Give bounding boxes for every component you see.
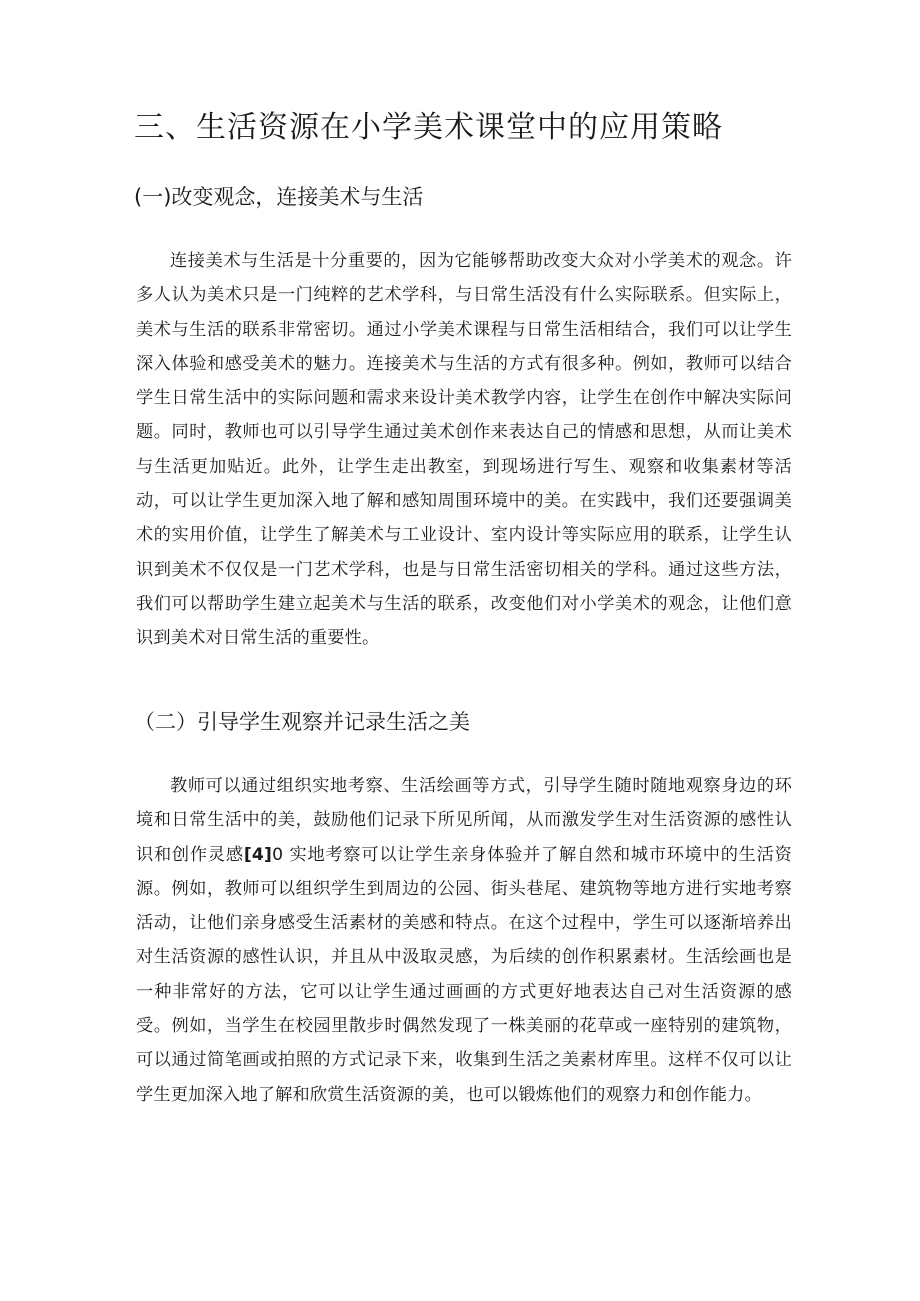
subsection-paragraph-1: 连接美术与生活是十分重要的，因为它能够帮助改变大众对小学美术的观念。许多人认为美术只是一门纯粹的艺术学科，与日常生活没有什么实际联系。但实际上，美术与生活的联系非常密切。通过小学美术课程与日常生活相结合，我们可以让学生深入体验和感受美术的魅力。连接美术与生活的方式有很多种。例如，教师可以结合学生日常生活中的实际问题和需求来设计美术教学内容，让学生在创作中解决实际问题。同时，教师也可以引导学生通过美术创作来表达自己的情感和思想，从而让美术与生活更加贴近。此外，让学生走出教室，到现场进行写生、观察和收集素材等活动，可以让学生更加深入地了解和感知周围环境中的美。在实践中，我们还要强调美术的实用价值，让学生了解美术与工业设计、室内设计等实际应用的联系，让学生认识到美术不仅仅是一门艺术学科，也是与日常生活密切相关的学科。通过这些方法，我们可以帮助学生建立起美术与生活的联系，改变他们对小学美术的观念，让他们意识到美术对日常生活的重要性。 (136, 251, 792, 649)
paragraph-2-text-before-ref: 教师可以通过组织实地考察、生活绘画等方式，引导学生随时随地观察身边的环境和日常生活中的美，鼓励他们记录下所见所闻，从而激发学生对生活资源的感性认识和创作灵感 (136, 776, 792, 865)
section-title: 三、生活资源在小学美术课堂中的应用策略 (134, 110, 723, 145)
subsection-paragraph-2 (136, 769, 792, 1112)
subsection-heading-1: (一)改变观念，连接美术与生活 (134, 185, 424, 209)
citation-reference: [4] (243, 844, 273, 865)
paragraph-2-text-after-ref: 0 实地考察可以让学生亲身体验并了解自然和城市环境中的生活资源。例如，教师可以组织学生到周边的公园、街头巷尾、建筑物等地方进行实地考察活动，让他们亲身感受生活素材的美感和特点。在这个过程中，学生可以逐渐培养出对生活资源的感性认识，并且从中汲取灵感，为后续的创作积累素材。生活绘画也是一种非常好的方法，它可以让学生通过画画的方式更好地表达自己对生活资源的感受。例如，当学生在校园里散步时偶然发现了一株美丽的花草或一座特别的建筑物，可以通过简笔画或拍照的方式记录下来，收集到生活之美素材库里。这样不仅可以让学生更加深入地了解和欣赏生活资源的美，也可以锻炼他们的观察力和创作能力。 (136, 844, 792, 1105)
subsection-heading-2: （二）引导学生观察并记录生活之美 (134, 710, 470, 734)
